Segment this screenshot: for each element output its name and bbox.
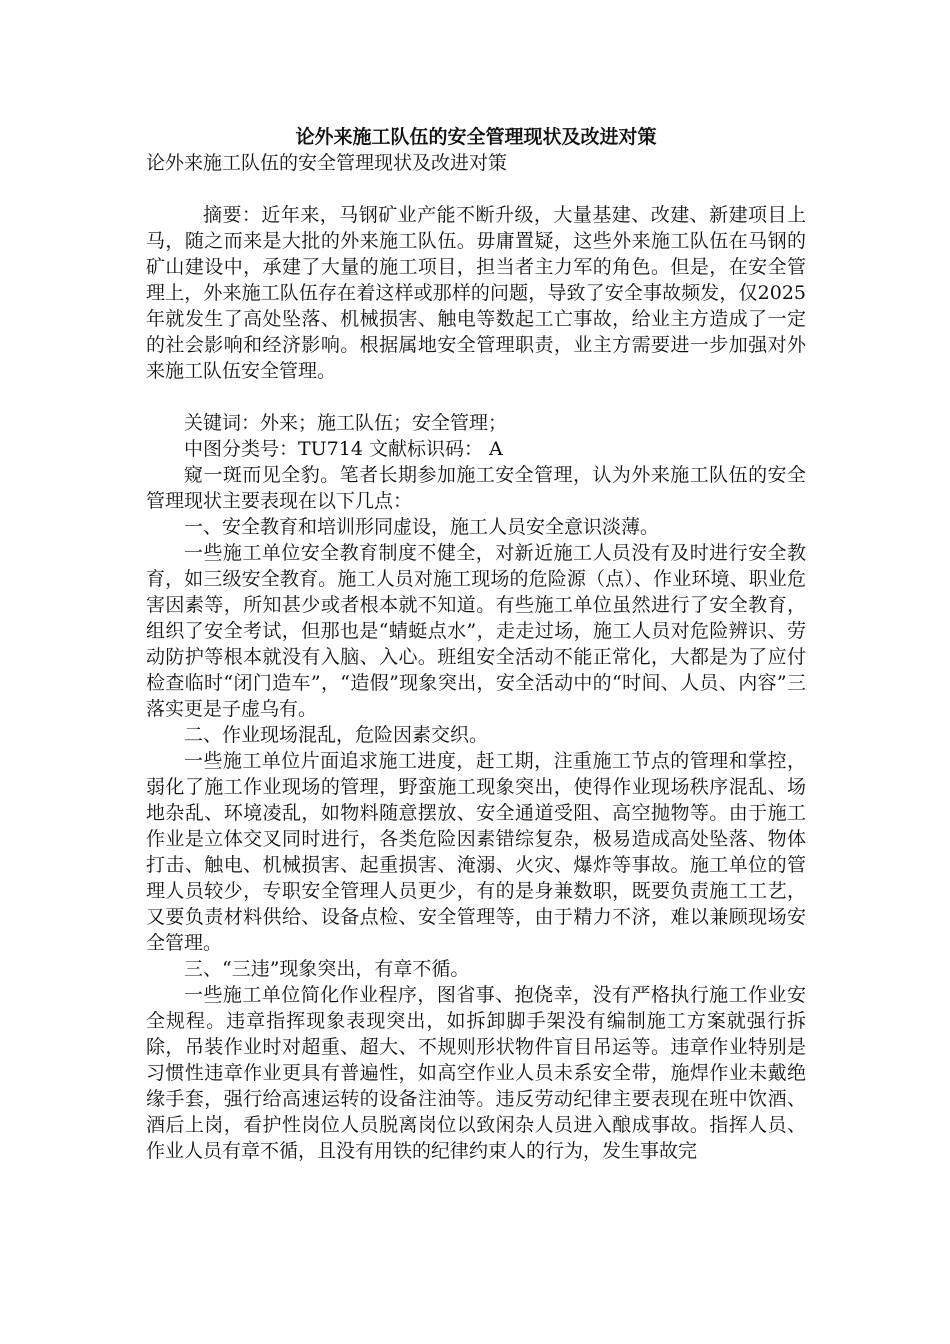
body-paragraph-1: 一些施工单位安全教育制度不健全，对新近施工人员没有及时进行安全教育，如三级安全教育。施工人员对施工现场的危险源（点）、作业环境、职业危害因素等，所知甚少或者根本就不知道。有些施工单位虽然进行了安全教育，组织了安全考试，但那也是“蜻蜓点水”，走走过场，施工人员对危险辨识、劳动防护等根本就没有入脑、入心。班组安全活动不能正常化，大都是为了应付检查临时“闭门造车”，“造假”现象突出，安全活动中的“时间、人员、内容”三落实更是子虚乌有。 bbox=[146, 542, 806, 720]
abstract-paragraph: 摘要：近年来，马钢矿业产能不断升级，大量基建、改建、新建项目上马，随之而来是大批的外来施工队伍。毋庸置疑，这些外来施工队伍在马钢的矿山建设中，承建了大量的施工项目，担当者主力军的角色。但是，在安全管理上，外来施工队伍存在着这样或那样的问题，导致了安全事故频发，仅2025年就发生了高处坠落、机械损害、触电等数起工亡事故，给业主方造成了一定的社会影响和经济影响。根据属地安全管理职责，业主方需要进一步加强对外来施工队伍安全管理。 bbox=[146, 204, 806, 382]
document-subtitle: 论外来施工队伍的安全管理现状及改进对策 bbox=[146, 152, 508, 174]
document-title: 论外来施工队伍的安全管理现状及改进对策 bbox=[295, 126, 657, 148]
body-paragraph-3: 一些施工单位简化作业程序，图省事、抱侥幸，没有严格执行施工作业安全规程。违章指挥现象表现突出，如拆卸脚手架没有编制施工方案就强行拆除，吊装作业时对超重、超大、不规则形状物件盲目吊运等。违章作业特别是习惯性违章作业更具有普遍性，如高空作业人员未系安全带，施焊作业未戴绝缘手套，强行给高速运转的设备注油等。违反劳动纪律主要表现在班中饮酒、酒后上岗，看护性岗位人员脱离岗位以致闲杂人员进入酿成事故。指挥人员、作业人员有章不循，且没有用铁的纪律约束人的行为，发生事故完 bbox=[146, 984, 806, 1162]
body-paragraph-intro: 窥一斑而见全豹。笔者长期参加施工安全管理，认为外来施工队伍的安全管理现状主要表现在以下几点： bbox=[146, 464, 806, 512]
body-paragraph-2: 一些施工单位片面追求施工进度，赶工期，注重施工节点的管理和掌控，弱化了施工作业现场的管理，野蛮施工现象突出，使得作业现场秩序混乱、场地杂乱、环境凌乱，如物料随意摆放、安全通道受阻、高空抛物等。由于施工作业是立体交叉同时进行，各类危险因素错综复杂，极易造成高处坠落、物体打击、触电、机械损害、起重损害、淹溺、火灾、爆炸等事故。施工单位的管理人员较少，专职安全管理人员更少，有的是身兼数职，既要负责施工工艺，又要负责材料供给、设备点检、安全管理等，由于精力不济，难以兼顾现场安全管理。 bbox=[146, 750, 806, 954]
spacer bbox=[146, 384, 806, 410]
document-page bbox=[146, 124, 806, 1164]
keywords-line: 关键词：外来；施工队伍；安全管理； bbox=[184, 412, 508, 434]
section-heading-2: 二、作业现场混乱，危险因素交织。 bbox=[184, 724, 489, 746]
section-heading-1: 一、安全教育和培训形同虚设，施工人员安全意识淡薄。 bbox=[184, 516, 660, 538]
spacer bbox=[146, 176, 806, 202]
classification-line: 中图分类号：TU714 文献标识码： A bbox=[184, 438, 503, 460]
section-heading-3: 三、“三违”现象突出，有章不循。 bbox=[184, 958, 470, 980]
